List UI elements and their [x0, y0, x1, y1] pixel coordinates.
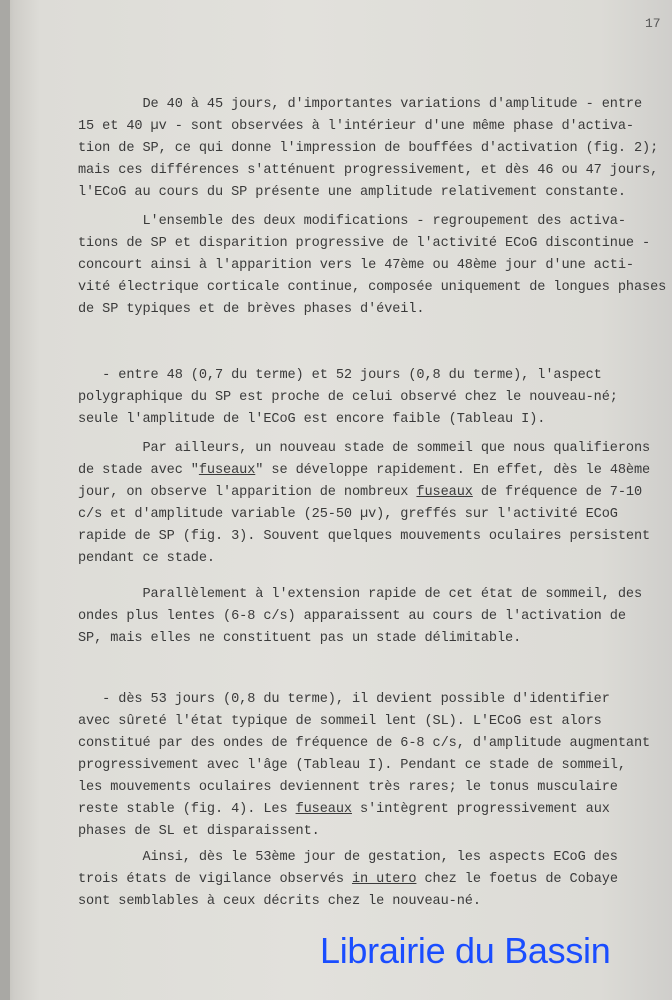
paragraph [78, 94, 658, 204]
text-line: polygraphique du SP est proche de celui observé chez le nouveau-né; [78, 390, 618, 405]
text-line: mais ces différences s'atténuent progressivement, et dès 46 ou 47 jours, [78, 163, 659, 178]
text-line: trois états de vigilance observés in utero chez le foetus de Cobaye [78, 872, 618, 887]
text-line: seule l'amplitude de l'ECoG est encore faible (Tableau I). [78, 412, 546, 427]
text-line: Parallèlement à l'extension rapide de cet état de sommeil, des [78, 587, 643, 602]
text-line: Ainsi, dès le 53ème jour de gestation, les aspects ECoG des [78, 850, 618, 865]
underlined-term: fuseaux [416, 485, 473, 500]
text-line: De 40 à 45 jours, d'importantes variations d'amplitude - entre [78, 97, 643, 112]
text-line: ondes plus lentes (6-8 c/s) apparaissent au cours de l'activation de [78, 609, 626, 624]
text-line: constitué par des ondes de fréquence de 6-8 c/s, d'amplitude augmentant [78, 736, 651, 751]
text-line: reste stable (fig. 4). Les fuseaux s'intègrent progressivement aux [78, 802, 610, 817]
text-line: tion de SP, ce qui donne l'impression de bouffées d'activation (fig. 2); [78, 141, 659, 156]
text-line: vité électrique corticale continue, composée uniquement de longues phases [78, 280, 667, 295]
text-line: concourt ainsi à l'apparition vers le 47ème ou 48ème jour d'une acti- [78, 258, 634, 273]
underlined-term: in utero [351, 872, 417, 887]
text-line: SP, mais elles ne constituent pas un stade délimitable. [78, 631, 522, 646]
paragraph [78, 365, 658, 431]
text-line: c/s et d'amplitude variable (25-50 µv), greffés sur l'activité ECoG [78, 507, 618, 522]
text-line: phases de SL et disparaissent. [78, 824, 320, 839]
paragraph [78, 438, 658, 570]
page-edge-shadow [0, 0, 10, 1000]
page-number: 17 [645, 16, 661, 31]
text-line: de stade avec "fuseaux" se développe rapidement. En effet, dès le 48ème [78, 463, 651, 478]
text-line: rapide de SP (fig. 3). Souvent quelques mouvements oculaires persistent [78, 529, 651, 544]
text-line: L'ensemble des deux modifications - regroupement des activa- [78, 214, 626, 229]
text-line: l'ECoG au cours du SP présente une amplitude relativement constante. [78, 185, 626, 200]
text-line: de SP typiques et de brèves phases d'éveil. [78, 302, 425, 317]
text-line: - entre 48 (0,7 du terme) et 52 jours (0,8 du terme), l'aspect [78, 368, 602, 383]
text-line: tions de SP et disparition progressive de l'activité ECoG discontinue - [78, 236, 651, 251]
text-line: pendant ce stade. [78, 551, 215, 566]
paragraph [78, 689, 658, 843]
text-line: 15 et 40 µv - sont observées à l'intérieur d'une même phase d'activa- [78, 119, 634, 134]
watermark: Librairie du Bassin [320, 930, 611, 971]
text-line: progressivement avec l'âge (Tableau I). Pendant ce stade de sommeil, [78, 758, 626, 773]
text-line: - dès 53 jours (0,8 du terme), il devient possible d'identifier [78, 692, 610, 707]
paragraph [78, 211, 667, 321]
text-line: avec sûreté l'état typique de sommeil lent (SL). L'ECoG est alors [78, 714, 602, 729]
text-line: sont semblables à ceux décrits chez le nouveau-né. [78, 894, 481, 909]
paragraph [78, 847, 658, 913]
text-line: jour, on observe l'apparition de nombreux fuseaux de fréquence de 7-10 [78, 485, 643, 500]
underlined-term: fuseaux [198, 463, 256, 478]
paragraph [78, 584, 658, 650]
text-line: Par ailleurs, un nouveau stade de sommeil que nous qualifierons [78, 441, 651, 456]
underlined-term: fuseaux [295, 802, 352, 817]
text-line: les mouvements oculaires deviennent très rares; le tonus musculaire [78, 780, 618, 795]
